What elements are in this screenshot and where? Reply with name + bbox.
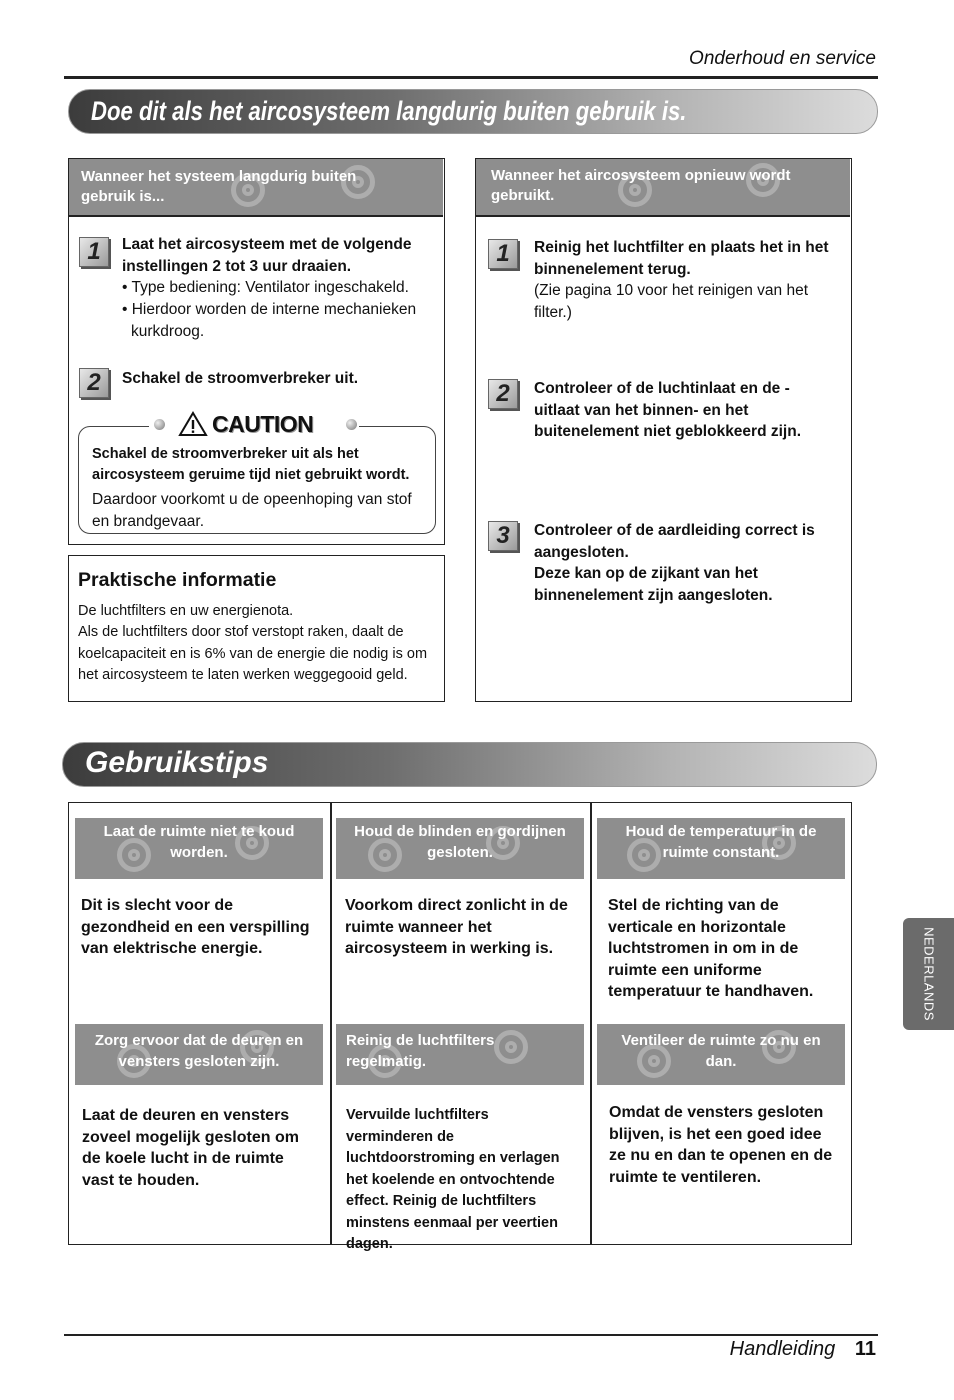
title-tips: Gebruikstips — [85, 746, 269, 779]
heading-divider — [476, 215, 850, 217]
step1-bullet-1: • Type bediening: Ventilator ingeschakeld. — [122, 279, 409, 296]
tip-heading-1-text: Laat de ruimte niet te koud worden. — [103, 823, 295, 861]
title-band-storage — [68, 89, 878, 134]
tip-heading-4 — [75, 1024, 323, 1085]
step-number-2: 2 — [79, 368, 109, 398]
swirl-decoration — [117, 838, 151, 872]
step-number-2: 2 — [488, 379, 518, 409]
swirl-decoration — [627, 838, 661, 872]
reuse-box-heading — [476, 159, 850, 215]
caution-box — [78, 411, 436, 534]
heading-divider — [69, 215, 443, 217]
caution-label-wrap — [149, 410, 359, 438]
footer — [730, 1336, 876, 1362]
storage-heading-text: Wanneer het systeem langdurig buiten gebruik is... — [81, 168, 357, 205]
tip-text-2: Voorkom direct zonlicht in de ruimte wanneer het aircosysteem in werking is. — [345, 897, 568, 957]
tip-heading-6-text: Ventileer de ruimte zo nu en dan. — [621, 1032, 821, 1070]
info-title: Praktische informatie — [78, 569, 277, 591]
tip-heading-5-text: Reinig de luchtfilters regelmatig. — [346, 1032, 495, 1070]
reuse-step3-extra: Deze kan op de zijkant van het binnenelement zijn aangesloten. — [534, 565, 773, 604]
caution-dot-left — [154, 419, 165, 430]
caution-bold-text: Schakel de stroomverbreker uit als het aircosysteem geruime tijd niet gebruikt wordt. — [92, 446, 410, 483]
page-number: 11 — [854, 1338, 876, 1360]
language-tab-label: NEDERLANDS — [921, 927, 936, 1021]
step1-text: Laat het aircosysteem met de volgende instellingen 2 tot 3 uur draaien. — [122, 236, 412, 275]
tip-heading-3-text: Houd de temperatuur in de ruimte constant. — [625, 823, 817, 861]
tip-text-3: Stel de richting van de verticale en horizontale luchtstromen in om in de ruimte een uniforme temperatuur te handhaven. — [608, 897, 814, 1000]
step1-bullet-2: • Hierdoor worden de interne mechanieken kurkdroog. — [122, 301, 417, 340]
tip-heading-2-text: Houd de blinden en gordijnen gesloten. — [354, 823, 566, 861]
reuse-heading-text: Wanneer het aircosysteem opnieuw wordt gebruikt. — [491, 167, 791, 204]
swirl-decoration — [637, 1044, 671, 1078]
caution-text: Daardoor voorkomt u de opeenhoping van stof en brandgevaar. — [92, 491, 412, 530]
grid-divider — [590, 803, 592, 1244]
tip-heading-4-text: Zorg ervoor dat de deuren en vensters gesloten zijn. — [94, 1032, 304, 1070]
tip-heading-5 — [336, 1024, 584, 1085]
tip-text-1: Dit is slecht voor de gezondheid en een verspilling van elektrische energie. — [81, 897, 310, 957]
title-storage: Doe dit als het aircosysteem langdurig buiten gebruik is. — [91, 96, 687, 126]
info-box — [68, 555, 445, 702]
step2-text: Schakel de stroomverbreker uit. — [122, 370, 359, 387]
step-number-1: 1 — [79, 237, 109, 267]
swirl-decoration — [494, 1030, 528, 1064]
tip-heading-1 — [75, 818, 323, 879]
footer-label: Handleiding — [729, 1338, 836, 1360]
reuse-step1-text: Reinig het luchtfilter en plaats het in het binnenelement terug. — [534, 239, 829, 278]
info-line-1: De luchtfilters en uw energienota. — [78, 603, 294, 619]
storage-box-heading — [69, 159, 443, 215]
tip-heading-6 — [597, 1024, 845, 1085]
tip-text-5: Vervuilde luchtfilters verminderen de luchtdoorstroming en verlagen het koelende en ontvochtende effect. Reinig de luchtfilters minstens eenmaal per veertien dagen. — [346, 1107, 560, 1252]
storage-box — [68, 158, 445, 545]
tip-heading-2 — [336, 818, 584, 879]
swirl-decoration — [368, 838, 402, 872]
grid-divider — [330, 803, 332, 1244]
info-line-2: Als de luchtfilters door stof verstopt raken, daalt de koelcapaciteit en is 6% van de energie die nodig is om het aircosysteem te laten werken weggegooid geld. — [78, 624, 428, 683]
section-header: Onderhoud en service — [689, 48, 876, 69]
caution-label: CAUTION — [212, 411, 314, 437]
reuse-box — [475, 158, 852, 702]
step-number-3: 3 — [488, 521, 518, 551]
reuse-step2-text: Controleer of de luchtinlaat en de -uitlaat van het binnen- en het buitenelement niet geblokkeerd zijn. — [534, 380, 801, 440]
tip-heading-3 — [597, 818, 845, 879]
tip-text-6: Omdat de vensters gesloten blijven, is het een goed idee ze nu en dan te openen en de ruimte te ventileren. — [609, 1104, 833, 1186]
reuse-step1-note: (Zie pagina 10 voor het reinigen van het filter.) — [534, 282, 809, 321]
title-band-tips — [62, 742, 877, 787]
warning-triangle-icon — [178, 411, 208, 437]
header-rule — [64, 76, 878, 79]
step-number-1: 1 — [488, 239, 518, 269]
reuse-step3-text: Controleer of de aardleiding correct is aangesloten. — [534, 522, 815, 561]
caution-dot-right — [346, 419, 357, 430]
tip-text-4: Laat de deuren en vensters zoveel mogelijk gesloten om de koele lucht in de ruimte vast te houden. — [82, 1107, 299, 1189]
language-tab — [903, 918, 954, 1030]
